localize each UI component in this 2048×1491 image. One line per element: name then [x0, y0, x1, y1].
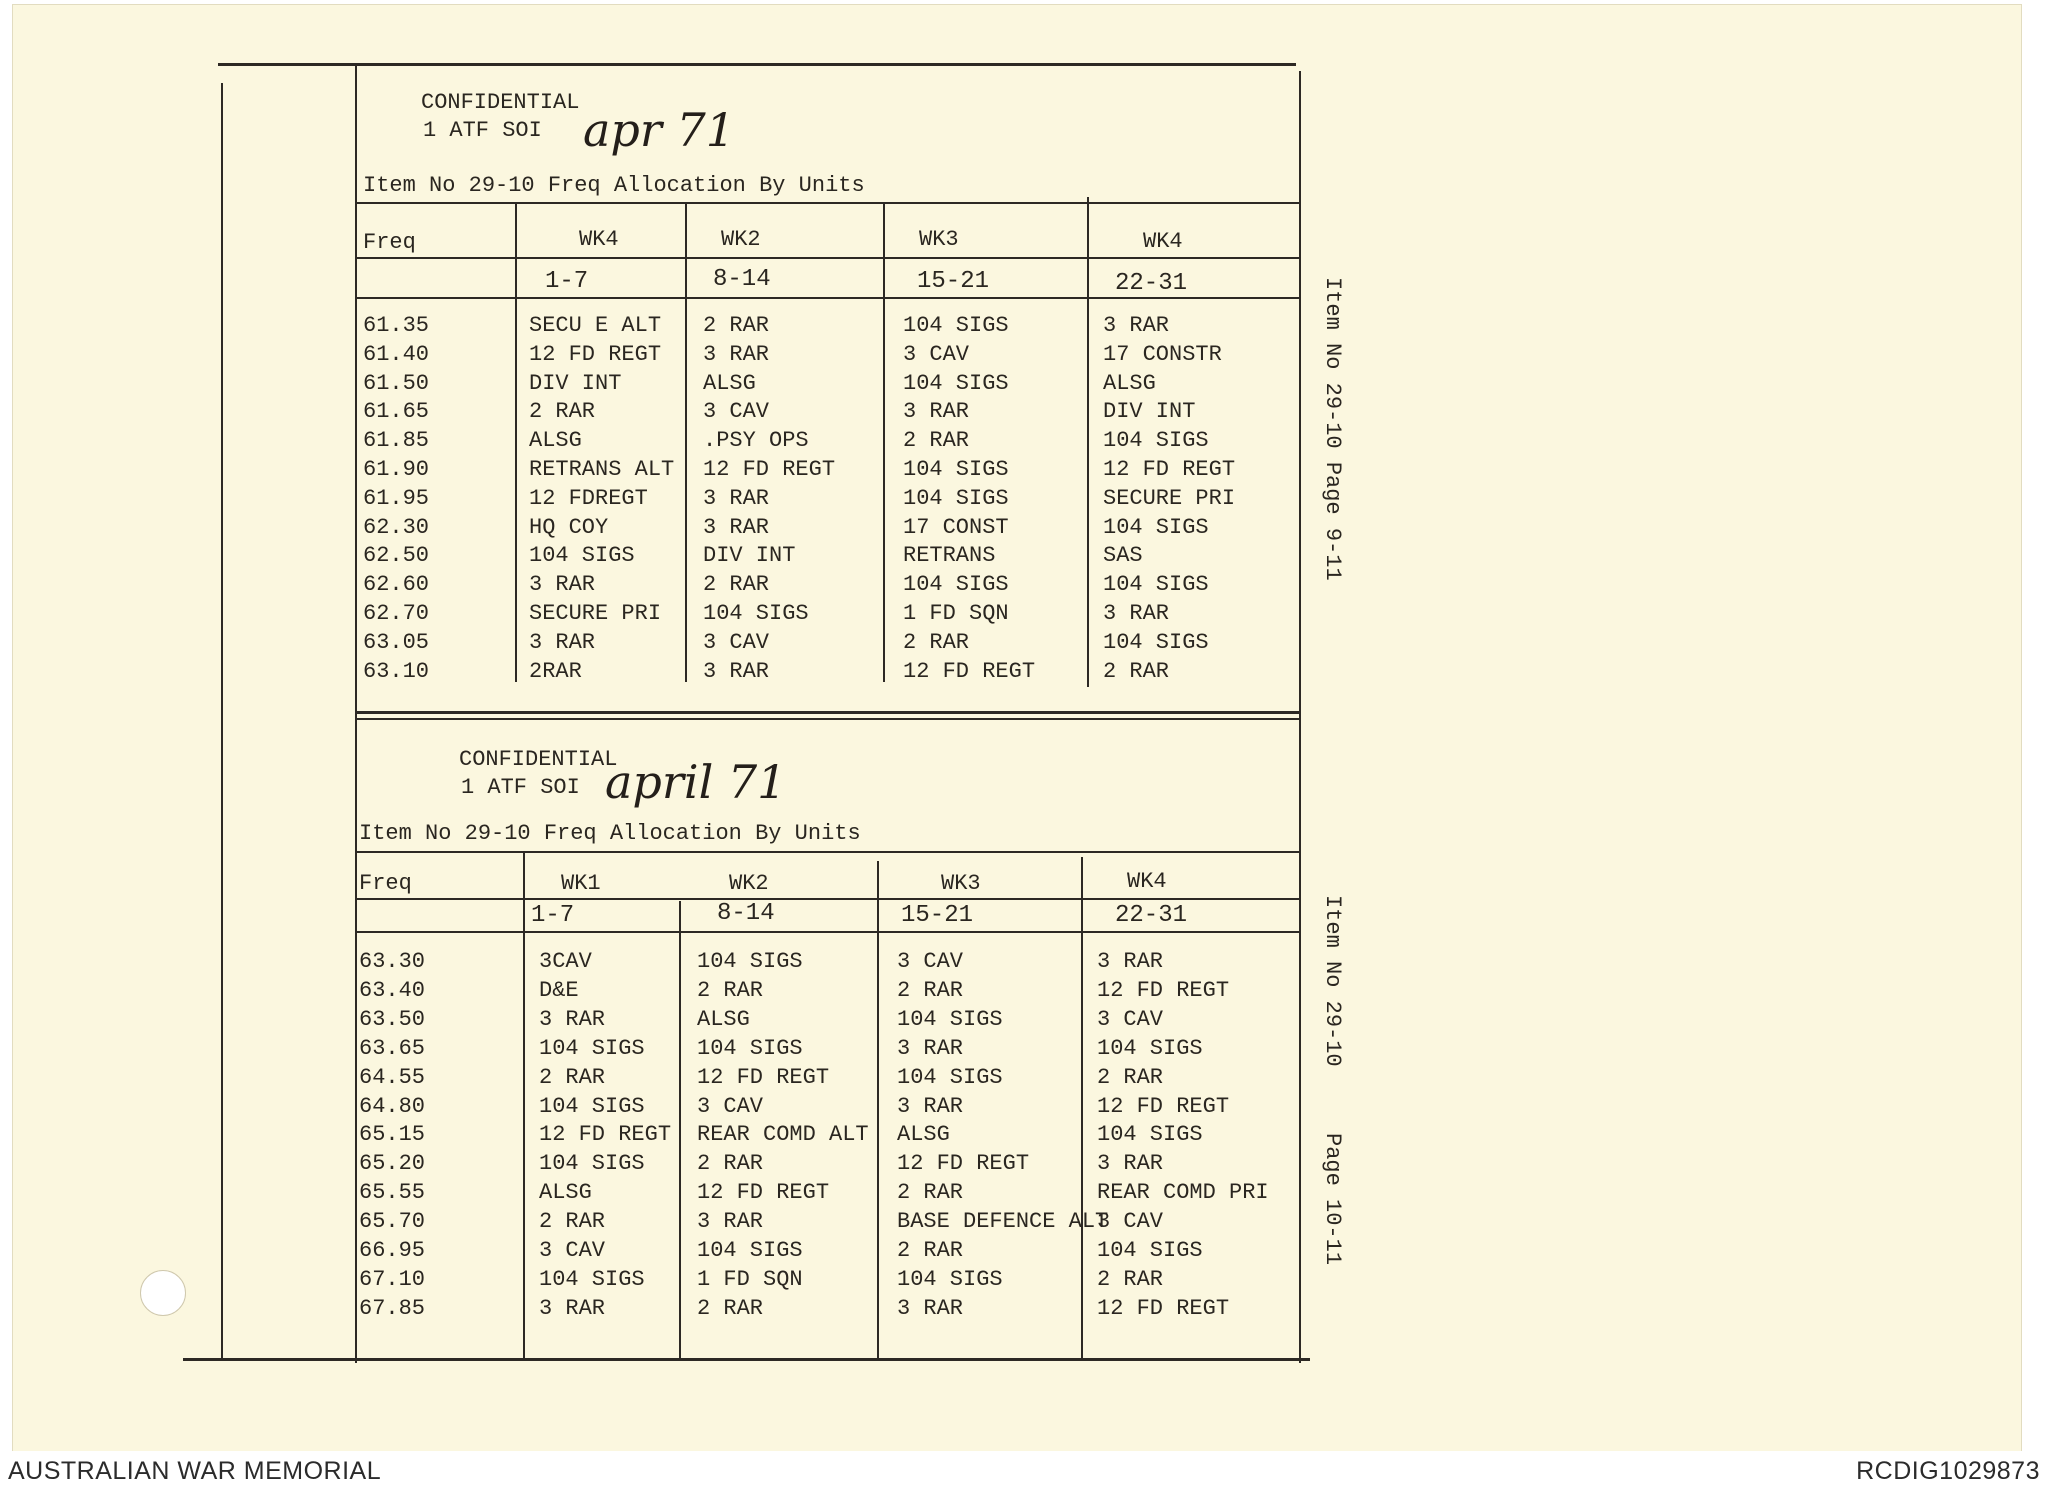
top-header-range-1: 1-7 [545, 268, 589, 295]
cell-week-1: 12 FD REGT [539, 1122, 672, 1148]
frame-bottom-rule [183, 1358, 1310, 1361]
table-row [13, 599, 2021, 628]
cell-freq: 67.10 [359, 1266, 426, 1292]
cell-freq: 62.70 [363, 601, 430, 626]
document-page [12, 4, 2022, 1452]
cell-week-3: 2 RAR [897, 1180, 964, 1206]
cell-week-1: 104 SIGS [539, 1266, 645, 1292]
cell-week-4: 104 SIGS [1097, 1238, 1203, 1263]
table-row [13, 1034, 2021, 1063]
cell-week-3: 104 SIGS [897, 1006, 1003, 1032]
cell-week-2: 2 RAR [703, 313, 770, 338]
cell-week-1: 3 RAR [539, 1006, 606, 1032]
cell-week-1: SECU E ALT [529, 313, 662, 338]
cell-week-4: 104 SIGS [1097, 1035, 1203, 1061]
cell-week-1: 2RAR [529, 658, 582, 684]
cell-week-1: ALSG [539, 1180, 592, 1206]
table-row [13, 484, 2021, 513]
cell-week-1: 2 RAR [539, 1064, 606, 1090]
cell-week-2: 104 SIGS [697, 1238, 803, 1263]
cell-week-4: 3 CAV [1097, 1006, 1164, 1032]
cell-freq: 65.20 [359, 1151, 426, 1177]
cell-freq: 67.85 [359, 1295, 426, 1321]
bottom-classification: CONFIDENTIAL [459, 747, 618, 772]
cell-week-3: 1 FD SQN [903, 601, 1009, 626]
cell-week-2: 3 CAV [703, 629, 770, 655]
cell-week-1: 3 RAR [529, 572, 596, 598]
cell-week-4: 3 RAR [1097, 1151, 1164, 1177]
cell-week-4: ALSG [1103, 370, 1156, 396]
cell-week-3: 2 RAR [897, 977, 964, 1003]
cell-freq: 61.85 [363, 428, 430, 454]
cell-freq: 61.90 [363, 457, 430, 482]
cell-week-4: 104 SIGS [1103, 514, 1209, 540]
table-row [13, 369, 2021, 398]
cell-week-4: 104 SIGS [1103, 572, 1209, 598]
cell-week-1: RETRANS ALT [529, 457, 675, 482]
cell-week-3: 3 RAR [897, 1035, 964, 1061]
table-row [13, 976, 2021, 1005]
table-row [13, 311, 2021, 340]
punch-hole [140, 1270, 186, 1316]
cell-week-1: 104 SIGS [539, 1151, 645, 1177]
footer [0, 1451, 2048, 1491]
footer-identifier: RCDIG1029873 [1856, 1457, 2040, 1485]
cell-week-4: 12 FD REGT [1103, 457, 1236, 482]
cell-week-3: 12 FD REGT [903, 658, 1036, 684]
cell-freq: 62.30 [363, 514, 430, 540]
frame-top-rule [218, 63, 1296, 66]
cell-week-3: 104 SIGS [903, 572, 1009, 598]
cell-freq: 63.10 [363, 658, 430, 684]
cell-week-4: 2 RAR [1103, 658, 1170, 684]
top-handwritten-date: apr 71 [583, 103, 736, 157]
cell-week-2: 2 RAR [697, 1151, 764, 1177]
cell-week-3: 3 CAV [903, 341, 970, 367]
cell-week-2: 2 RAR [703, 572, 770, 598]
table-row [13, 1092, 2021, 1121]
cell-week-3: 104 SIGS [903, 370, 1009, 396]
cell-week-2: 3 CAV [703, 399, 770, 425]
table-row [13, 1005, 2021, 1034]
cell-week-1: HQ COY [529, 514, 609, 540]
table-row [13, 628, 2021, 657]
cell-freq: 66.95 [359, 1238, 426, 1263]
cell-week-2: 12 FD REGT [703, 457, 836, 482]
cell-week-1: 2 RAR [529, 399, 596, 425]
bottom-table-rule-2 [355, 898, 1299, 900]
cell-week-2: 3 CAV [697, 1093, 764, 1119]
cell-week-3: 3 CAV [897, 949, 964, 974]
cell-week-3: ALSG [897, 1122, 950, 1148]
cell-week-2: 3 RAR [697, 1209, 764, 1235]
cell-week-2: ALSG [703, 370, 756, 396]
cell-week-4: 12 FD REGT [1097, 1295, 1230, 1321]
bottom-header-week-1: WK1 [561, 871, 601, 896]
cell-freq: 63.30 [359, 949, 426, 974]
bottom-table-rule-1 [355, 851, 1299, 853]
cell-week-4: SECURE PRI [1103, 485, 1236, 511]
table-row [13, 397, 2021, 426]
footer-credit: AUSTRALIAN WAR MEMORIAL [8, 1457, 382, 1485]
cell-week-4: 104 SIGS [1097, 1122, 1203, 1148]
cell-freq: 62.50 [363, 543, 430, 569]
cell-week-3: 2 RAR [903, 629, 970, 655]
cell-week-1: 104 SIGS [539, 1093, 645, 1119]
cell-week-2: 1 FD SQN [697, 1266, 803, 1292]
table-row [13, 1265, 2021, 1294]
cell-week-3: 3 RAR [897, 1093, 964, 1119]
cell-week-4: 3 RAR [1097, 949, 1164, 974]
table-row [13, 1178, 2021, 1207]
top-header-week-1: WK4 [579, 227, 619, 252]
cell-week-2: DIV INT [703, 543, 796, 569]
cell-week-3: 2 RAR [903, 428, 970, 454]
cell-week-3: 104 SIGS [903, 313, 1009, 338]
top-header-week-3: WK3 [919, 227, 959, 252]
cell-week-2: 104 SIGS [697, 949, 803, 974]
cell-week-3: 104 SIGS [903, 485, 1009, 511]
table-row [13, 426, 2021, 455]
cell-freq: 63.05 [363, 629, 430, 655]
cell-freq: 65.55 [359, 1180, 426, 1206]
cell-week-2: 104 SIGS [697, 1035, 803, 1061]
cell-freq: 65.15 [359, 1122, 426, 1148]
cell-week-1: DIV INT [529, 370, 622, 396]
cell-week-3: RETRANS [903, 543, 996, 569]
cell-week-3: 104 SIGS [897, 1064, 1003, 1090]
cell-week-1: 12 FD REGT [529, 341, 662, 367]
cell-freq: 64.55 [359, 1064, 426, 1090]
cell-freq: 61.65 [363, 399, 430, 425]
bottom-header-week-4: WK4 [1127, 869, 1167, 894]
cell-week-1: 12 FDREGT [529, 485, 648, 511]
table-row [13, 541, 2021, 570]
bottom-side-label-item: Item No 29-10 [1320, 895, 1345, 1067]
cell-freq: 63.65 [359, 1035, 426, 1061]
top-header-freq: Freq [363, 230, 416, 255]
table-row [13, 1063, 2021, 1092]
cell-week-3: 2 RAR [897, 1238, 964, 1263]
cell-week-1: 104 SIGS [539, 1035, 645, 1061]
table-row [13, 1207, 2021, 1236]
cell-week-3: 3 RAR [897, 1295, 964, 1321]
cell-week-2: 2 RAR [697, 1295, 764, 1321]
cell-week-3: 12 FD REGT [897, 1151, 1030, 1177]
cell-week-4: 2 RAR [1097, 1064, 1164, 1090]
top-doc-ref: 1 ATF SOI [423, 118, 542, 143]
table-row [13, 1149, 2021, 1178]
cell-week-3: BASE DEFENCE ALT [897, 1209, 1109, 1235]
cell-freq: 63.40 [359, 977, 426, 1003]
cell-freq: 61.35 [363, 313, 430, 338]
top-header-range-3: 15-21 [917, 268, 990, 295]
cell-week-1: 3CAV [539, 949, 592, 974]
cell-week-4: 3 RAR [1103, 313, 1170, 338]
cell-week-4: 2 RAR [1097, 1266, 1164, 1292]
cell-week-4: 104 SIGS [1103, 428, 1209, 454]
bottom-header-range-4: 22-31 [1115, 902, 1188, 929]
bottom-header-week-2: WK2 [729, 871, 769, 896]
cell-week-3: 104 SIGS [897, 1266, 1003, 1292]
top-item-title: Item No 29-10 Freq Allocation By Units [363, 173, 865, 198]
bottom-header-range-1: 1-7 [531, 902, 575, 929]
cell-freq: 65.70 [359, 1209, 426, 1235]
cell-week-1: ALSG [529, 428, 582, 454]
cell-week-2: ALSG [697, 1006, 750, 1032]
table-row [13, 657, 2021, 686]
bottom-doc-ref: 1 ATF SOI [461, 775, 580, 800]
cell-week-2: 3 RAR [703, 485, 770, 511]
top-header-week-4: WK4 [1143, 229, 1183, 254]
table-row [13, 947, 2021, 976]
top-side-label: Item No 29-10 Page 9-11 [1320, 277, 1345, 581]
cell-week-4: REAR COMD PRI [1097, 1180, 1269, 1206]
cell-freq: 61.40 [363, 341, 430, 367]
bottom-item-title: Item No 29-10 Freq Allocation By Units [359, 821, 861, 846]
cell-week-1: 3 RAR [539, 1295, 606, 1321]
cell-week-4: SAS [1103, 543, 1143, 569]
cell-week-2: 12 FD REGT [697, 1064, 830, 1090]
top-table-rule-1 [355, 202, 1299, 204]
table-row [13, 513, 2021, 542]
top-header-range-4: 22-31 [1115, 270, 1188, 297]
cell-week-4: 104 SIGS [1103, 629, 1209, 655]
cell-week-2: 3 RAR [703, 341, 770, 367]
bottom-header-range-3: 15-21 [901, 902, 974, 929]
cell-freq: 63.50 [359, 1006, 426, 1032]
bottom-side-label-page: Page 10-11 [1320, 1133, 1345, 1266]
cell-week-4: 12 FD REGT [1097, 1093, 1230, 1119]
cell-week-2: .PSY OPS [703, 428, 809, 454]
table-row [13, 1120, 2021, 1149]
cell-freq: 61.50 [363, 370, 430, 396]
bottom-header-range-2: 8-14 [717, 900, 775, 927]
table-row [13, 570, 2021, 599]
cell-week-4: 17 CONSTR [1103, 341, 1222, 367]
cell-week-4: 12 FD REGT [1097, 977, 1230, 1003]
cell-week-2: 3 RAR [703, 514, 770, 540]
cell-freq: 64.80 [359, 1093, 426, 1119]
cell-week-1: SECURE PRI [529, 601, 662, 626]
cell-week-4: 3 CAV [1097, 1209, 1164, 1235]
cell-week-3: 104 SIGS [903, 457, 1009, 482]
top-header-range-2: 8-14 [713, 266, 771, 293]
bottom-table-rule-3 [355, 931, 1299, 933]
cell-week-1: 2 RAR [539, 1209, 606, 1235]
cell-week-4: 3 RAR [1103, 601, 1170, 626]
cell-week-2: REAR COMD ALT [697, 1122, 869, 1148]
table-row [13, 455, 2021, 484]
cell-week-1: 104 SIGS [529, 543, 635, 569]
cell-week-2: 12 FD REGT [697, 1180, 830, 1206]
top-table-rule-3 [355, 297, 1299, 299]
cell-week-2: 3 RAR [703, 658, 770, 684]
table-row [13, 1294, 2021, 1323]
cell-week-1: D&E [539, 977, 579, 1003]
top-header-week-2: WK2 [721, 227, 761, 252]
cell-week-2: 104 SIGS [703, 601, 809, 626]
cell-week-4: DIV INT [1103, 399, 1196, 425]
bottom-header-week-3: WK3 [941, 871, 981, 896]
section-divider-2 [355, 718, 1299, 720]
cell-freq: 61.95 [363, 485, 430, 511]
top-classification: CONFIDENTIAL [421, 90, 580, 115]
bottom-header-freq: Freq [359, 871, 412, 896]
cell-week-3: 3 RAR [903, 399, 970, 425]
cell-freq: 62.60 [363, 572, 430, 598]
cell-week-3: 17 CONST [903, 514, 1009, 540]
cell-week-1: 3 RAR [529, 629, 596, 655]
table-row [13, 1236, 2021, 1265]
top-table-rule-2 [355, 257, 1299, 259]
table-row [13, 340, 2021, 369]
cell-week-1: 3 CAV [539, 1238, 606, 1263]
section-divider [355, 711, 1299, 714]
bottom-handwritten-date: april 71 [605, 755, 787, 809]
cell-week-2: 2 RAR [697, 977, 764, 1003]
